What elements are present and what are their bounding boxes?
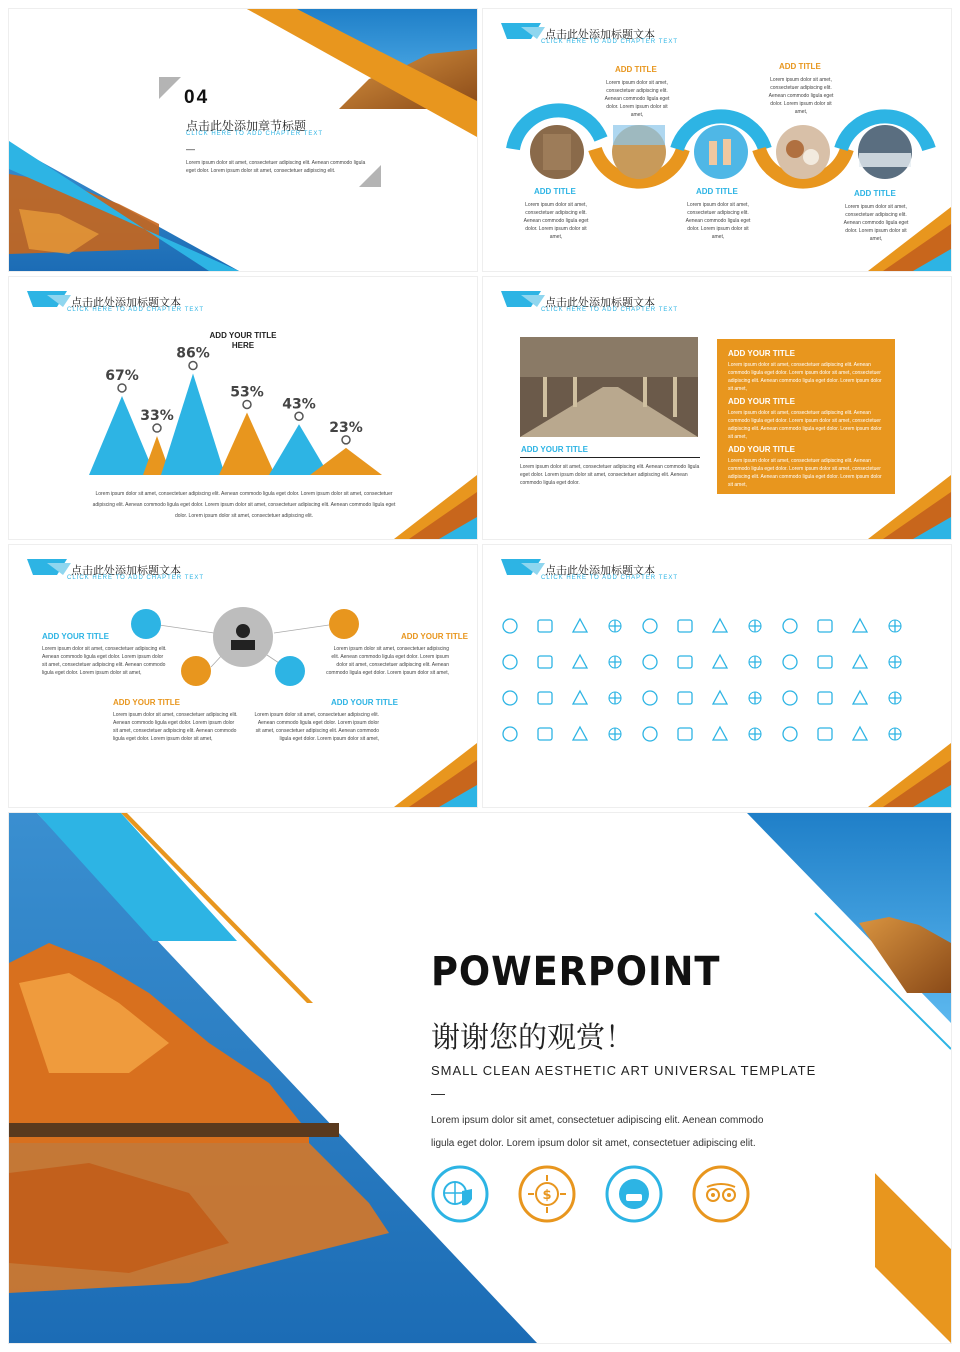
photo-sea <box>858 125 912 179</box>
item-title: ADD TITLE <box>854 189 896 198</box>
graduation-icon <box>181 656 211 686</box>
item-text: Lorem ipsum dolor sit amet, consectetuer adipiscing elit. Aenean commodo ligula eget dolor. Lorem ipsum dolor sit amet, <box>768 77 834 115</box>
database-icon <box>816 653 834 671</box>
box-text: Lorem ipsum dolor sit amet, consectetuer adipiscing elit. Aenean commodo ligula eget dolor. Lorem ipsum dolor sit amet, consectetuer adipiscing elit. Aenean commodo ligula eget dolor. Lorem ipsum dolor sit amet, <box>728 458 882 488</box>
data-label: 43% <box>282 396 316 413</box>
peak-5 <box>269 424 329 475</box>
item-text: Lorem ipsum dolor sit amet, consectetuer adipiscing elit. Aenean commodo ligula eget dolor. Lorem ipsum dolor sit amet, consectetuer adipiscing elit. Aenean commodo ligula eget dolor. Lorem ipsum dolor sit amet, <box>113 712 238 742</box>
shirt-icon <box>816 689 834 707</box>
peak-3 <box>161 374 225 475</box>
mail-icon <box>746 617 764 635</box>
cloud-icon <box>501 617 519 635</box>
item-text: Lorem ipsum dolor sit amet, consectetuer adipiscing elit. Aenean commodo ligula eget dolor. Lorem ipsum dolor sit amet, consectetuer adipiscing elit. Aenean commodo ligula eget dolor. Lorem ipsum dolor sit amet, <box>254 712 379 742</box>
chapter-number: 04 <box>184 87 210 108</box>
peak-marker <box>295 412 303 420</box>
header-subtitle: CLICK HERE TO ADD CHAPTER TEXT <box>67 307 205 313</box>
tag-icon <box>501 689 519 707</box>
phone-icon <box>676 725 694 743</box>
header-title: 点击此处添加标题文本 <box>545 296 655 309</box>
box-text: Lorem ipsum dolor sit amet, consectetuer adipiscing elit. Aenean commodo ligula eget dolor. Lorem ipsum dolor sit amet, consectetuer adipiscing elit. Aenean commodo ligula eget dolor. Lorem ipsum dolor sit amet, <box>728 410 882 440</box>
box-text: Lorem ipsum dolor sit amet, consectetuer adipiscing elit. Aenean commodo ligula eget dolor. Lorem ipsum dolor sit amet, consectetuer adipiscing elit. Aenean commodo ligula eget dolor. Lorem ipsum dolor sit amet, <box>728 362 882 392</box>
slide-chapter-04 <box>9 9 477 271</box>
final-body-line1: Lorem ipsum dolor sit amet, consectetuer adipiscing elit. Aenean commodo <box>431 1115 764 1126</box>
box-title: ADD YOUR TITLE <box>728 397 795 406</box>
item-title: ADD YOUR TITLE <box>113 698 180 707</box>
chapter-subtitle: CLICK HERE TO ADD CHAPTER TEXT <box>186 131 324 137</box>
support-icon <box>275 656 305 686</box>
slide4-decor <box>483 277 951 539</box>
item-title: ADD TITLE <box>615 65 657 74</box>
star-icon <box>606 617 624 635</box>
data-label: 53% <box>230 384 264 401</box>
peak-chart <box>9 337 477 487</box>
store-icon <box>711 725 729 743</box>
header-title: 点击此处添加标题文本 <box>545 564 655 577</box>
chart-title: ADD YOUR TITLE HERE <box>209 331 277 350</box>
final-decor <box>9 813 951 1343</box>
item-title: ADD YOUR TITLE <box>331 698 398 707</box>
photo-text: Lorem ipsum dolor sit amet, consectetuer adipiscing elit. Aenean commodo ligula eget dolor. Lorem ipsum dolor sit amet, consectetuer adipiscing elit. Aenean commodo ligula eget dolor. <box>520 464 700 486</box>
sliders-icon <box>746 653 764 671</box>
item-text: Lorem ipsum dolor sit amet, consectetuer adipiscing elit. Aenean commodo ligula eget dolor. Lorem ipsum dolor sit amet, <box>604 80 670 118</box>
item-title: ADD YOUR TITLE <box>42 632 109 641</box>
key-icon <box>571 653 589 671</box>
header-title: 点击此处添加标题文本 <box>545 28 655 41</box>
peak-marker <box>243 400 251 408</box>
item-text: Lorem ipsum dolor sit amet, consectetuer adipiscing elit. Aenean commodo ligula eget dolor. Lorem ipsum dolor sit amet, consectetuer adipiscing elit. Aenean commodo ligula eget dolor. Lorem ipsum dolor sit amet, <box>326 646 449 676</box>
slide-timeline <box>483 9 951 271</box>
monitor-icon <box>676 689 694 707</box>
eye-icon <box>536 725 554 743</box>
gear-icon <box>641 653 659 671</box>
gray-corner-top <box>159 77 181 99</box>
header-subtitle: CLICK HERE TO ADD CHAPTER TEXT <box>541 307 679 313</box>
globe-shield-icon <box>433 1167 487 1221</box>
teacher-icon <box>329 609 359 639</box>
watch-icon <box>886 617 904 635</box>
send-icon <box>711 653 729 671</box>
header-subtitle: CLICK HERE TO ADD CHAPTER TEXT <box>67 575 205 581</box>
item-title: ADD TITLE <box>534 187 576 196</box>
paperclip-icon <box>886 689 904 707</box>
svg-text:$: $ <box>542 1188 552 1203</box>
final-icon-row <box>431 1165 761 1225</box>
chapter-title: 点击此处添加章节标题 <box>186 119 307 133</box>
diamond-icon <box>536 689 554 707</box>
slide-icons <box>483 545 951 807</box>
photo-title: ADD YOUR TITLE <box>521 445 588 454</box>
orange-stripe <box>875 1173 951 1343</box>
camera-icon <box>676 653 694 671</box>
item-title: ADD TITLE <box>779 62 821 71</box>
fire-icon <box>851 689 869 707</box>
chapter-dash: — <box>186 144 195 154</box>
chapter-body: Lorem ipsum dolor sit amet, consectetuer adipiscing elit. Aenean commodo ligula eget dolor. Lorem ipsum dolor sit amet, consectetuer adipiscing elit. <box>186 160 366 174</box>
chart-body: Lorem ipsum dolor sit amet, consectetuer adipiscing elit. Aenean commodo ligula eget dolor. Lorem ipsum dolor sit amet, consectetuer adipiscing elit. Aenean commodo ligula eget dolor. Lorem ipsum dolor sit amet, consectetuer adipiscing elit. Aenean commodo ligula eget dolor. Lorem ipsum dolor sit amet, consectetuer adipiscing elit. <box>92 491 396 519</box>
final-dash: — <box>431 1085 445 1101</box>
slide-photo-text <box>483 277 951 539</box>
item-text: Lorem ipsum dolor sit amet, consectetuer adipiscing elit. Aenean commodo ligula eget dolor. Lorem ipsum dolor sit amet, <box>843 204 909 242</box>
data-label: 67% <box>105 367 139 384</box>
peak-marker <box>118 384 126 392</box>
header-title: 点击此处添加标题文本 <box>71 564 181 577</box>
inbox-icon <box>606 725 624 743</box>
peak-marker <box>153 424 161 432</box>
satellite-icon <box>641 617 659 635</box>
final-subtitle-en: SMALL CLEAN AESTHETIC ART UNIVERSAL TEMPLATE <box>431 1063 817 1078</box>
document-icon <box>851 617 869 635</box>
photo-hands <box>694 125 748 179</box>
thumbs-up-icon <box>781 617 799 635</box>
image-icon <box>816 617 834 635</box>
header-title: 点击此处添加标题文本 <box>71 296 181 309</box>
data-label: 33% <box>140 408 174 425</box>
video-icon <box>676 617 694 635</box>
graduation-icon <box>711 689 729 707</box>
search-icon <box>606 653 624 671</box>
ticket-icon <box>781 653 799 671</box>
peak-4 <box>219 412 275 475</box>
header-subtitle: CLICK HERE TO ADD CHAPTER TEXT <box>541 575 679 581</box>
lock-icon <box>571 689 589 707</box>
slide-thank-you <box>9 813 951 1343</box>
globe-icon <box>886 725 904 743</box>
icon-grid <box>501 617 921 767</box>
heart-icon <box>536 617 554 635</box>
music-icon <box>851 653 869 671</box>
data-label: 23% <box>329 419 363 436</box>
peak-marker <box>189 362 197 370</box>
chat-icon <box>571 725 589 743</box>
youtube-badge-icon <box>607 1167 661 1221</box>
item-text: Lorem ipsum dolor sit amet, consectetuer adipiscing elit. Aenean commodo ligula eget dolor. Lorem ipsum dolor sit amet, consectetuer adipiscing elit. Aenean commodo ligula eget dolor. Lorem ipsum dolor sit amet, <box>42 646 167 676</box>
dollar-target-icon <box>520 1167 574 1221</box>
photo-icon <box>571 617 589 635</box>
item-title: ADD YOUR TITLE <box>401 632 468 641</box>
box-title: ADD YOUR TITLE <box>728 349 795 358</box>
data-label: 86% <box>176 345 210 362</box>
trash-icon <box>501 653 519 671</box>
user-icon <box>536 653 554 671</box>
final-body-line2: ligula eget dolor. Lorem ipsum dolor sit amet, consectetuer adipiscing elit. <box>431 1138 756 1149</box>
flask-icon <box>746 689 764 707</box>
final-title: POWERPOINT <box>431 949 721 995</box>
item-title: ADD TITLE <box>696 187 738 196</box>
bulb-icon <box>606 689 624 707</box>
wallet-icon <box>781 725 799 743</box>
item-text: Lorem ipsum dolor sit amet, consectetuer adipiscing elit. Aenean commodo ligula eget dolor. Lorem ipsum dolor sit amet, <box>523 202 589 240</box>
item-text: Lorem ipsum dolor sit amet, consectetuer adipiscing elit. Aenean commodo ligula eget dolor. Lorem ipsum dolor sit amet, <box>685 202 751 240</box>
disc-icon <box>816 725 834 743</box>
tripadvisor-icon <box>694 1167 748 1221</box>
box-title: ADD YOUR TITLE <box>728 445 795 454</box>
chart-icon <box>131 609 161 639</box>
slide-chart <box>9 277 477 539</box>
pencil-icon <box>641 689 659 707</box>
cup-icon <box>641 725 659 743</box>
header-subtitle: CLICK HERE TO ADD CHAPTER TEXT <box>541 39 679 45</box>
slide1-decor <box>9 9 477 271</box>
truck-icon <box>851 725 869 743</box>
megaphone-icon <box>886 653 904 671</box>
newspaper-icon <box>711 617 729 635</box>
calendar-icon <box>746 725 764 743</box>
food-icon <box>781 689 799 707</box>
slide-hub <box>9 545 477 807</box>
peak-marker <box>342 436 350 444</box>
location-icon <box>501 725 519 743</box>
final-subtitle-cn: 谢谢您的观赏！ <box>431 1020 635 1054</box>
